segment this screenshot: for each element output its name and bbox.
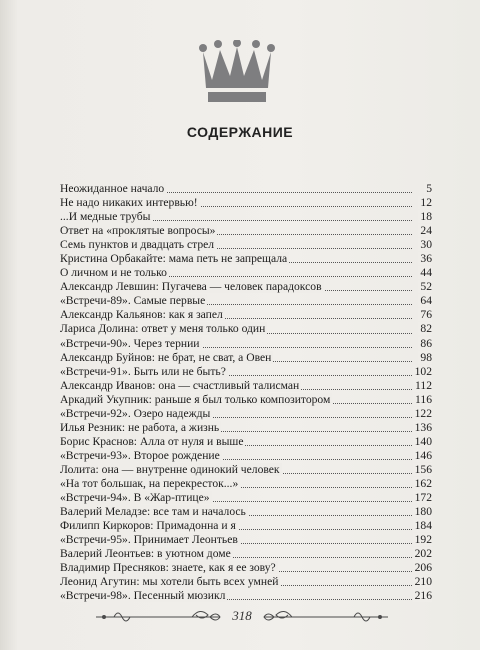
toc-entry-page: 184 — [414, 519, 432, 533]
toc-entry — [60, 337, 432, 351]
toc-entry-page: 44 — [420, 266, 432, 280]
toc-entry-page: 140 — [414, 434, 432, 448]
toc-entry — [60, 519, 432, 533]
toc-entry-title: Валерий Меладзе: все там и началось — [60, 505, 246, 519]
toc-entry — [60, 196, 432, 210]
toc-entry — [60, 280, 432, 294]
toc-entry — [60, 210, 432, 224]
toc-entry-page: 5 — [426, 182, 432, 195]
toc-entry-page: 146 — [414, 448, 432, 462]
table-of-contents — [60, 182, 432, 603]
toc-entry-page: 192 — [414, 533, 432, 547]
toc-entry-title: «Встречи-91». Быть или не быть? — [60, 364, 226, 378]
toc-entry-title: «Встречи-90». Через тернии — [60, 336, 200, 350]
toc-entry — [60, 421, 432, 435]
toc-entry-title: ...И медные трубы — [60, 210, 151, 224]
toc-entry — [60, 407, 432, 421]
toc-entry-page: 162 — [414, 476, 432, 490]
toc-entry-title: Аркадий Укупник: раньше я был только композитором — [60, 392, 331, 406]
toc-entry-title: «На тот большак, на перекресток...» — [60, 476, 239, 490]
toc-entry-page: 206 — [414, 561, 432, 575]
toc-entry — [60, 463, 432, 477]
toc-entry — [60, 351, 432, 365]
page-number: 318 — [232, 608, 252, 623]
toc-entry-title: «Встречи-95». Принимает Леонтьев — [60, 533, 238, 547]
toc-entry-page: 216 — [414, 589, 432, 603]
toc-entry-title: Неожиданное начало — [60, 182, 165, 195]
toc-entry — [60, 224, 432, 238]
toc-entry — [60, 449, 432, 463]
toc-entry-page: 116 — [415, 392, 432, 406]
toc-entry — [60, 393, 432, 407]
toc-entry-page: 112 — [415, 378, 432, 392]
toc-entry-title: Кристина Орбакайте: мама петь не запрещала — [60, 252, 288, 266]
toc-entry-title: Валерий Леонтьев: в уютном доме — [60, 547, 231, 561]
toc-entry-page: 202 — [414, 547, 432, 561]
toc-entry-title: О личном и не только — [60, 266, 167, 280]
toc-entry-title: Лариса Долина: ответ у меня только один — [60, 322, 266, 336]
toc-entry-title: «Встречи-98». Песенный мюзикл — [60, 589, 226, 603]
toc-entry-title: Семь пунктов и двадцать стрел — [60, 238, 215, 252]
toc-entry-page: 52 — [420, 280, 432, 294]
toc-entry — [60, 182, 432, 196]
toc-entry — [60, 379, 432, 393]
toc-entry-page: 136 — [414, 420, 432, 434]
toc-entry — [60, 505, 432, 519]
toc-entry — [60, 547, 432, 561]
toc-entry-page: 64 — [420, 294, 432, 308]
toc-entry — [60, 322, 432, 336]
toc-entry-title: Ответ на «проклятые вопросы» — [60, 224, 216, 238]
toc-entry-title: Леонид Агутин: мы хотели быть всех умней — [60, 575, 279, 589]
toc-entry-title: Борис Краснов: Алла от нуля и выше — [60, 434, 244, 448]
toc-entry-title: Илья Резник: не работа, а жизнь — [60, 420, 220, 434]
toc-entry-page: 180 — [414, 505, 432, 519]
toc-entry — [60, 252, 432, 266]
toc-entry-title: Филипп Киркоров: Примадонна и я — [60, 519, 236, 533]
toc-entry-title: «Встречи-92». Озеро надежды — [60, 406, 211, 420]
toc-entry-title: Александр Кальянов: как я запел — [60, 308, 223, 322]
page-footer — [92, 604, 392, 630]
toc-entry-page: 24 — [420, 224, 432, 238]
toc-entry-page: 86 — [420, 336, 432, 350]
toc-entry-title: «Встречи-94». В «Жар-птице» — [60, 491, 210, 505]
toc-entry — [60, 238, 432, 252]
toc-entry-title: Лолита: она — внутренне одинокий человек — [60, 462, 280, 476]
crown-icon — [198, 40, 276, 104]
toc-entry-page: 102 — [414, 364, 432, 378]
toc-entry-page: 156 — [414, 462, 432, 476]
toc-entry-page: 82 — [420, 322, 432, 336]
toc-entry-title: Александр Левшин: Пугачева — человек парадоксов — [60, 280, 322, 294]
toc-entry — [60, 365, 432, 379]
toc-entry-page: 172 — [414, 491, 432, 505]
toc-entry — [60, 561, 432, 575]
toc-entry — [60, 575, 432, 589]
toc-entry-page: 30 — [420, 238, 432, 252]
toc-entry-title: Не надо никаких интервью! — [60, 196, 198, 210]
toc-entry-title: «Встречи-89». Самые первые — [60, 294, 206, 308]
toc-entry — [60, 477, 432, 491]
toc-entry-title: Владимир Пресняков: знаете, как я ее зову? — [60, 561, 276, 575]
toc-entry-title: Александр Буйнов: не брат, не сват, а Овен — [60, 350, 272, 364]
toc-entry — [60, 266, 432, 280]
toc-entry — [60, 294, 432, 308]
toc-entry-page: 36 — [420, 252, 432, 266]
toc-entry — [60, 435, 432, 449]
toc-entry — [60, 491, 432, 505]
toc-entry — [60, 308, 432, 322]
toc-entry-page: 76 — [420, 308, 432, 322]
toc-entry — [60, 533, 432, 547]
toc-entry-title: «Встречи-93». Второе рождение — [60, 448, 220, 462]
toc-entry-page: 18 — [420, 210, 432, 224]
toc-entry-page: 210 — [414, 575, 432, 589]
toc-entry — [60, 589, 432, 603]
toc-entry-title: Александр Иванов: она — счастливый талисман — [60, 378, 300, 392]
toc-entry-page: 12 — [420, 196, 432, 210]
page-title: СОДЕРЖАНИЕ — [186, 124, 294, 140]
toc-entry-page: 122 — [414, 406, 432, 420]
toc-entry-page: 98 — [420, 350, 432, 364]
